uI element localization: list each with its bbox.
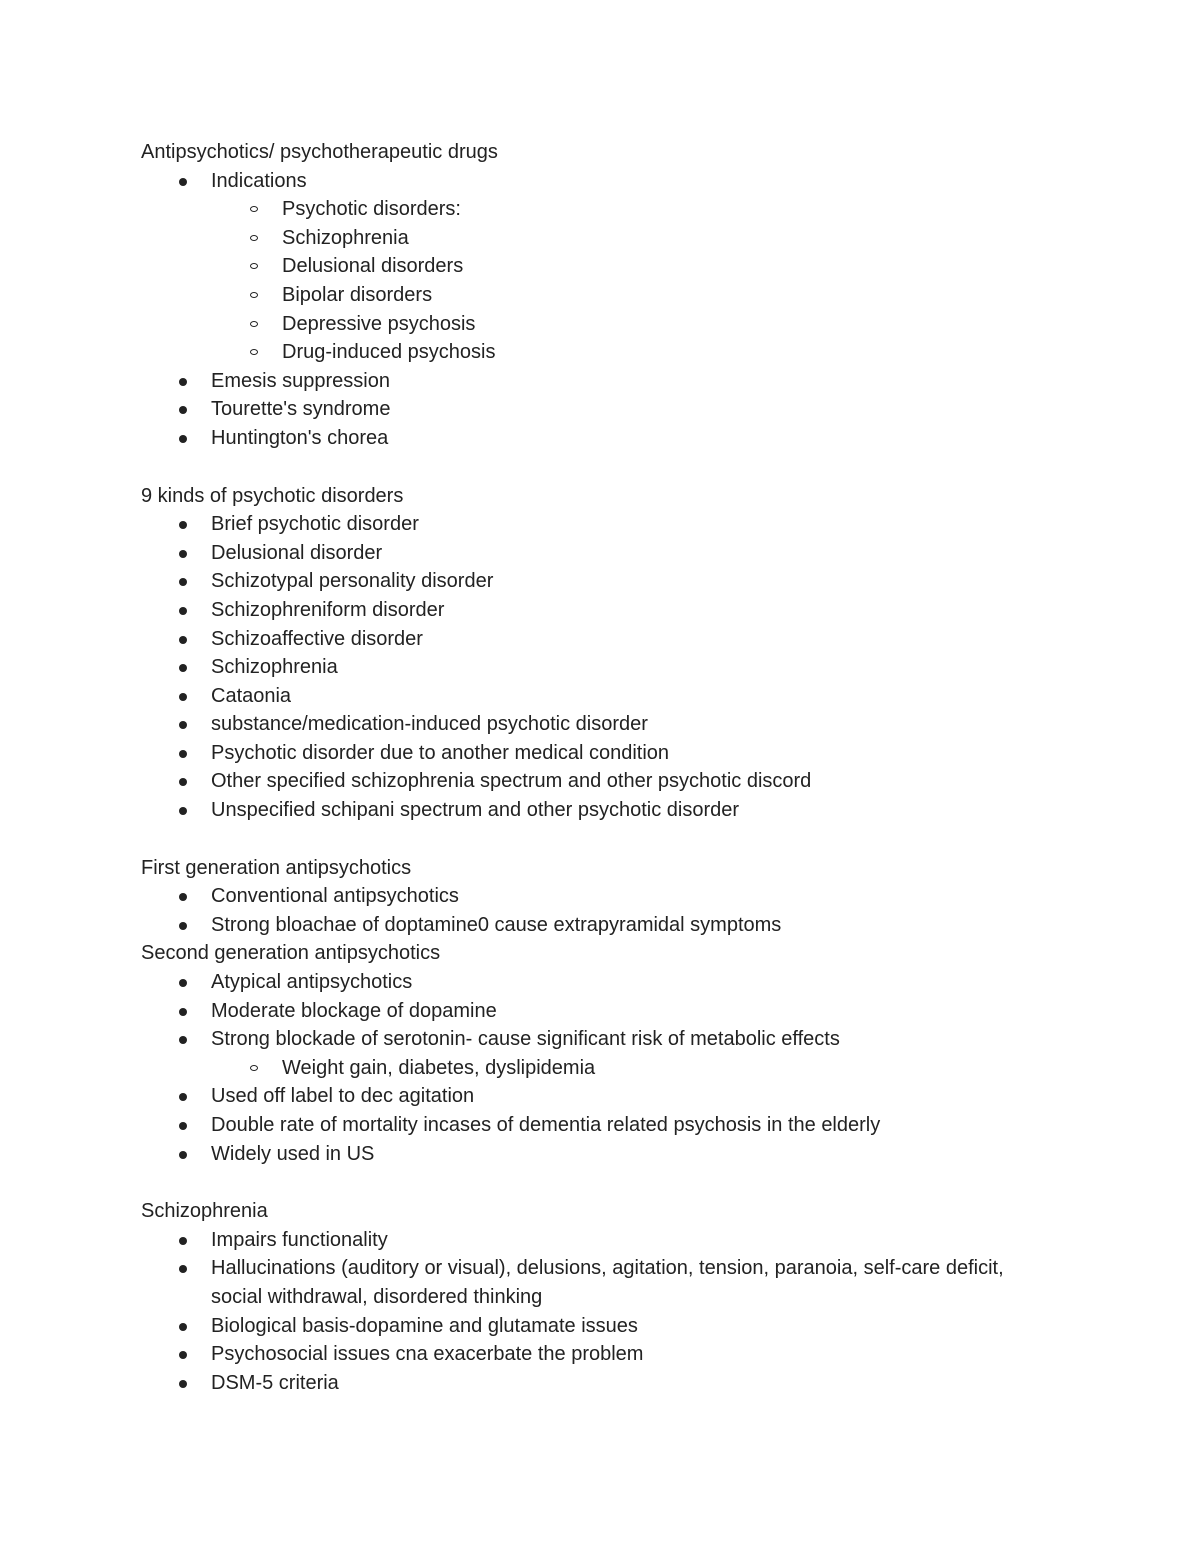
bullet-list bbox=[141, 968, 1041, 1168]
bullet-icon bbox=[179, 178, 187, 186]
blank-line bbox=[141, 1168, 1041, 1197]
list-item-text: Used off label to dec agitation bbox=[211, 1085, 475, 1108]
list-item bbox=[141, 767, 1041, 796]
bullet-list bbox=[141, 1226, 1041, 1398]
bullet-icon bbox=[179, 778, 187, 786]
section-heading: Schizophrenia bbox=[141, 1200, 268, 1223]
hollow-bullet-icon bbox=[250, 263, 258, 269]
list-item bbox=[141, 1312, 1041, 1341]
list-item-text: Huntington's chorea bbox=[211, 426, 389, 449]
list-item bbox=[141, 1025, 1041, 1054]
bullet-icon bbox=[179, 693, 187, 701]
list-item-text: Schizophreniform disorder bbox=[211, 598, 445, 621]
list-item bbox=[141, 539, 1041, 568]
bullet-icon bbox=[179, 721, 187, 729]
hollow-bullet-icon bbox=[250, 206, 258, 212]
list-item-text: Other specified schizophrenia spectrum and other psychotic discord bbox=[211, 770, 812, 793]
section bbox=[141, 939, 1041, 1197]
bullet-icon bbox=[179, 1323, 187, 1331]
bullet-icon bbox=[179, 922, 187, 930]
bullet-icon bbox=[179, 1093, 187, 1101]
list-item-text: Impairs functionality bbox=[211, 1228, 388, 1251]
list-item bbox=[141, 1369, 1041, 1398]
list-item-text: Widely used in US bbox=[211, 1142, 375, 1165]
bullet-icon bbox=[179, 521, 187, 529]
section-heading: Antipsychotics/ psychotherapeutic drugs bbox=[141, 141, 498, 163]
list-item-text: Delusional disorder bbox=[211, 541, 383, 564]
list-item-text: Psychosocial issues cna exacerbate the problem bbox=[211, 1343, 644, 1366]
bullet-icon bbox=[179, 607, 187, 615]
list-item-text: substance/medication-induced psychotic disorder bbox=[211, 713, 648, 736]
sub-list-item bbox=[141, 195, 1041, 224]
bullet-list bbox=[141, 510, 1041, 825]
sub-list-item bbox=[141, 281, 1041, 310]
list-item-text: Moderate blockage of dopamine bbox=[211, 999, 497, 1022]
list-item bbox=[141, 739, 1041, 768]
list-item bbox=[141, 1254, 1011, 1311]
bullet-icon bbox=[179, 1380, 187, 1388]
list-item-text: Psychotic disorder due to another medical condition bbox=[211, 741, 670, 764]
hollow-bullet-icon bbox=[250, 321, 258, 327]
list-item-text: Unspecified schipani spectrum and other psychotic disorder bbox=[211, 799, 740, 822]
sub-list-item bbox=[141, 310, 1041, 339]
bullet-icon bbox=[179, 1351, 187, 1359]
bullet-list bbox=[141, 167, 1041, 453]
bullet-icon bbox=[179, 406, 187, 414]
list-item-text: Strong bloachae of doptamine0 cause extrapyramidal symptoms bbox=[211, 913, 782, 936]
section bbox=[141, 138, 1041, 482]
list-item bbox=[141, 968, 1041, 997]
sub-list-item bbox=[141, 1054, 1041, 1083]
list-item bbox=[141, 424, 1041, 453]
hollow-bullet-icon bbox=[250, 235, 258, 241]
list-item-text: Delusional disorders bbox=[282, 255, 464, 278]
list-item-text: Indications bbox=[211, 169, 307, 192]
list-item bbox=[141, 1140, 1041, 1169]
list-item bbox=[141, 1340, 1041, 1369]
list-item bbox=[141, 567, 1041, 596]
list-item bbox=[141, 882, 1041, 911]
document-body bbox=[141, 138, 1041, 1397]
list-item bbox=[141, 796, 1041, 825]
list-item bbox=[141, 367, 1041, 396]
list-item bbox=[141, 1082, 1041, 1111]
list-item bbox=[141, 710, 1041, 739]
list-item bbox=[141, 625, 1041, 654]
list-item-text: Cataonia bbox=[211, 684, 292, 707]
bullet-list bbox=[141, 882, 1041, 939]
section-heading: Second generation antipsychotics bbox=[141, 942, 441, 965]
section-heading: 9 kinds of psychotic disorders bbox=[141, 484, 404, 507]
list-item-text: Schizoaffective disorder bbox=[211, 627, 423, 650]
list-item-text: Schizophrenia bbox=[282, 226, 409, 249]
list-item bbox=[141, 1111, 1041, 1140]
bullet-icon bbox=[179, 893, 187, 901]
bullet-icon bbox=[179, 1122, 187, 1130]
list-item-text: Tourette's syndrome bbox=[211, 398, 391, 421]
list-item-text: Schizophrenia bbox=[211, 656, 338, 679]
list-item-text: Hallucinations (auditory or visual), delusions, agitation, tension, paranoia, self-care deficit, social withdrawal, disordered thinking bbox=[211, 1257, 1004, 1308]
bullet-icon bbox=[179, 664, 187, 672]
section bbox=[141, 854, 1041, 940]
bullet-icon bbox=[179, 435, 187, 443]
section bbox=[141, 1197, 1041, 1397]
list-item bbox=[141, 510, 1041, 539]
bullet-icon bbox=[179, 1008, 187, 1016]
list-item-text: Weight gain, diabetes, dyslipidemia bbox=[282, 1056, 596, 1079]
list-item-text: Atypical antipsychotics bbox=[211, 971, 413, 994]
list-item bbox=[141, 911, 1041, 940]
list-item-text: Drug-induced psychosis bbox=[282, 341, 496, 364]
hollow-bullet-icon bbox=[250, 1065, 258, 1071]
bullet-icon bbox=[179, 636, 187, 644]
list-item-text: Brief psychotic disorder bbox=[211, 513, 419, 536]
list-item-text: DSM-5 criteria bbox=[211, 1371, 339, 1394]
bullet-icon bbox=[179, 1237, 187, 1245]
sub-list-item bbox=[141, 224, 1041, 253]
list-item bbox=[141, 395, 1041, 424]
section bbox=[141, 482, 1041, 854]
sub-list-item bbox=[141, 252, 1041, 281]
list-item-text: Emesis suppression bbox=[211, 369, 390, 392]
list-item bbox=[141, 653, 1041, 682]
bullet-icon bbox=[179, 979, 187, 987]
list-item-text: Psychotic disorders: bbox=[282, 198, 461, 221]
list-item bbox=[141, 682, 1041, 711]
bullet-icon bbox=[179, 807, 187, 815]
list-item-text: Conventional antipsychotics bbox=[211, 885, 459, 908]
section-heading: First generation antipsychotics bbox=[141, 856, 412, 879]
list-item bbox=[141, 1226, 1041, 1255]
bullet-icon bbox=[179, 1151, 187, 1159]
list-item bbox=[141, 997, 1041, 1026]
hollow-bullet-icon bbox=[250, 349, 258, 355]
list-item bbox=[141, 596, 1041, 625]
list-item bbox=[141, 167, 1041, 196]
list-item-text: Bipolar disorders bbox=[282, 283, 433, 306]
list-item-text: Double rate of mortality incases of dementia related psychosis in the elderly bbox=[211, 1114, 881, 1136]
list-item-text: Depressive psychosis bbox=[282, 312, 476, 335]
bullet-icon bbox=[179, 1036, 187, 1044]
list-item-text: Biological basis-dopamine and glutamate issues bbox=[211, 1314, 638, 1337]
list-item-text: Strong blockade of serotonin- cause significant risk of metabolic effects bbox=[211, 1028, 840, 1051]
list-item-text: Schizotypal personality disorder bbox=[211, 570, 494, 593]
blank-line bbox=[141, 825, 1041, 854]
hollow-bullet-icon bbox=[250, 292, 258, 298]
sub-list-item bbox=[141, 338, 1041, 367]
bullet-icon bbox=[179, 750, 187, 758]
bullet-icon bbox=[179, 378, 187, 386]
bullet-icon bbox=[179, 550, 187, 558]
bullet-icon bbox=[179, 578, 187, 586]
bullet-icon bbox=[179, 1265, 187, 1273]
blank-line bbox=[141, 453, 1041, 482]
